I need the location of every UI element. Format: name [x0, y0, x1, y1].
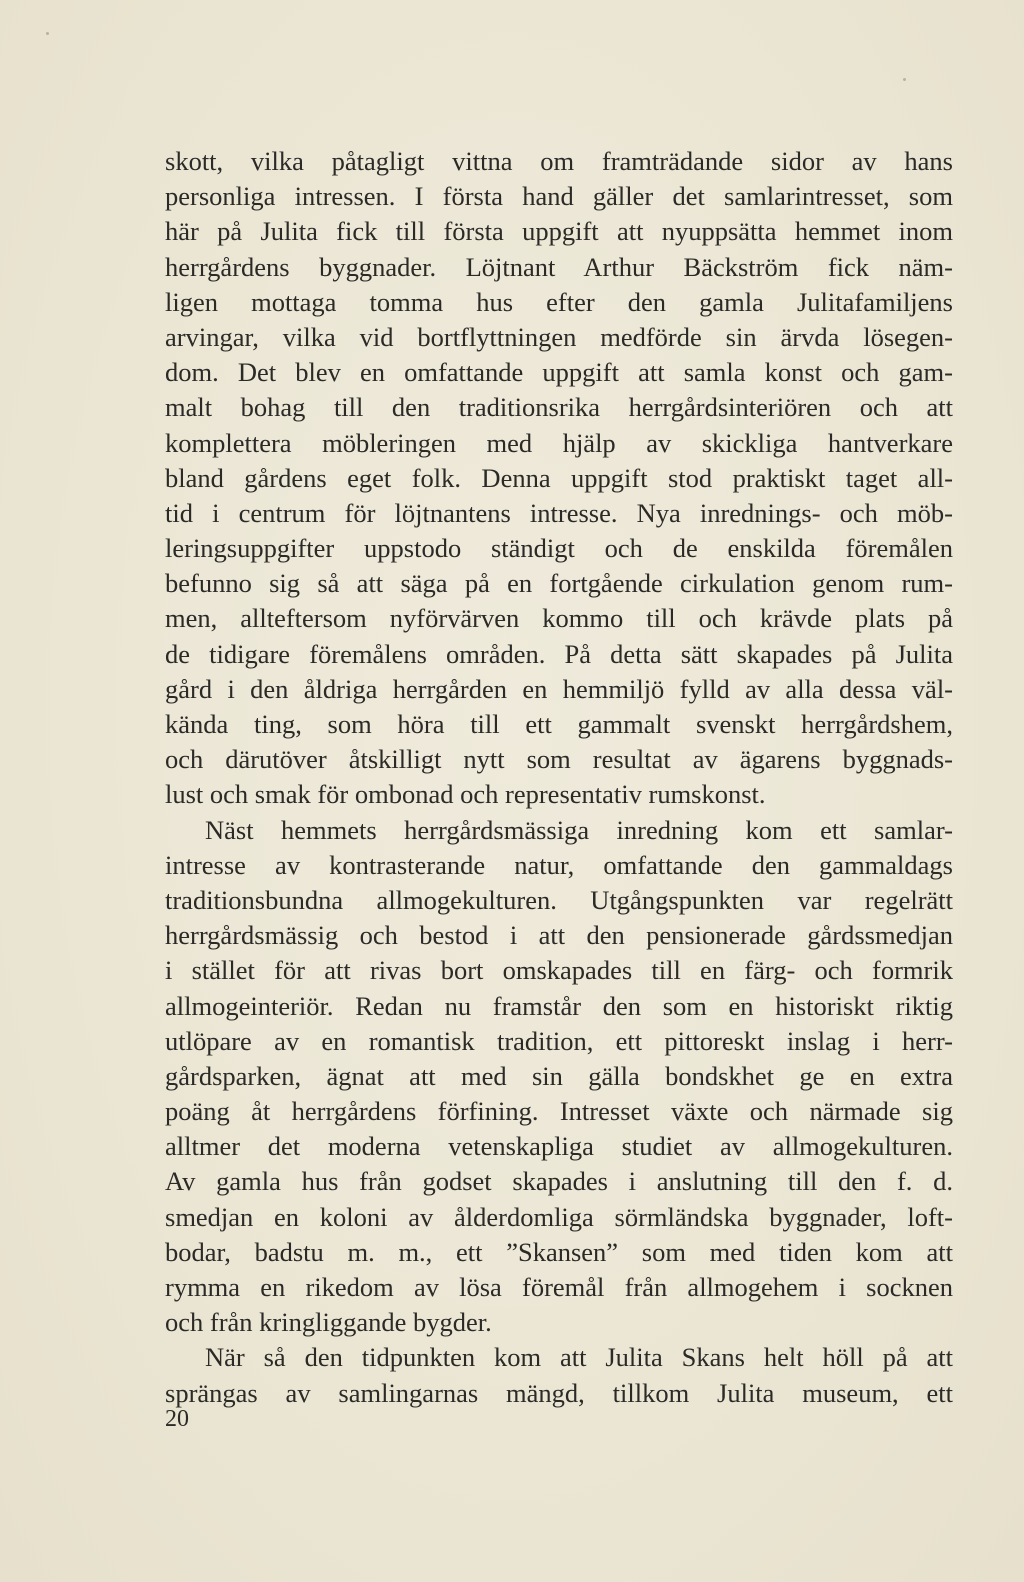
- text-line: intresse av kontrasterande natur, omfattande den gammaldags: [165, 849, 953, 880]
- paragraph: [165, 1340, 953, 1410]
- text-line: här på Julita fick till första uppgift att nyuppsätta hemmet inom: [165, 216, 953, 247]
- text-line: i stället för att rivas bort omskapades till en färg- och formrik: [165, 955, 953, 986]
- text-line: komplettera möbleringen med hjälp av skickliga hantverkare: [165, 427, 953, 458]
- paragraph: [165, 813, 953, 1341]
- text-line: När så den tidpunkten kom att Julita Skans helt höll på att: [205, 1342, 953, 1373]
- text-line: personliga intressen. I första hand gäller det samlarintresset, som: [165, 181, 953, 212]
- text-line: skott, vilka påtagligt vittna om framträdande sidor av hans: [165, 146, 953, 176]
- text-line: gård i den åldriga herrgården en hemmiljö fylld av alla dessa väl-: [165, 673, 953, 704]
- text-line: tid i centrum för löjtnantens intresse. Nya inrednings- och möb-: [165, 497, 953, 528]
- paper-speck: [46, 32, 49, 35]
- text-line: arvingar, vilka vid bortflyttningen medförde sin ärvda lösegen-: [165, 321, 953, 352]
- text-line: och från kringliggande bygder.: [165, 1307, 492, 1338]
- text-line: men, allteftersom nyförvärven kommo till och krävde plats på: [165, 603, 953, 634]
- page-number: 20: [165, 1406, 189, 1432]
- text-line: malt bohag till den traditionsrika herrgårdsinteriören och att: [165, 392, 953, 423]
- text-line: smedjan en koloni av ålderdomliga sörmländska byggnader, loft-: [165, 1201, 953, 1232]
- text-line: och därutöver åtskilligt nytt som resultat av ägarens byggnads-: [165, 744, 953, 775]
- text-line: allmogeinteriör. Redan nu framstår den som en historiskt riktig: [165, 990, 953, 1021]
- text-line: gårdsparken, ägnat att med sin gälla bondskhet ge en extra: [165, 1060, 953, 1091]
- text-line: leringsuppgifter uppstodo ständigt och de enskilda föremålen: [165, 533, 953, 564]
- text-line: herrgårdsmässig och bestod i att den pensionerade gårdssmedjan: [165, 920, 953, 951]
- text-line: ligen mottaga tomma hus efter den gamla Julitafamiljens: [165, 286, 953, 317]
- text-line: herrgårdens byggnader. Löjtnant Arthur Bäckström fick näm-: [165, 251, 953, 282]
- text-line: kända ting, som höra till ett gammalt svenskt herrgårdshem,: [165, 709, 953, 739]
- text-line: sprängas av samlingarnas mängd, tillkom Julita museum, ett: [165, 1377, 953, 1408]
- text-line: befunno sig så att säga på en fortgående cirkulation genom rum-: [165, 568, 953, 599]
- text-line: rymma en rikedom av lösa föremål från allmogehem i socknen: [165, 1272, 953, 1302]
- paper-speck: [903, 78, 906, 81]
- text-line: Av gamla hus från godset skapades i anslutning till den f. d.: [165, 1166, 953, 1197]
- text-line: de tidigare föremålens områden. På detta sätt skapades på Julita: [165, 638, 953, 669]
- text-line: alltmer det moderna vetenskapliga studiet av allmogekulturen.: [165, 1131, 953, 1162]
- text-line: bland gårdens eget folk. Denna uppgift stod praktiskt taget all-: [165, 462, 953, 493]
- text-line: Näst hemmets herrgårdsmässiga inredning kom ett samlar-: [205, 814, 953, 845]
- text-line: bodar, badstu m. m., ett ”Skansen” som med tiden kom att: [165, 1236, 953, 1267]
- text-line: lust och smak för ombonad och representativ rumskonst.: [165, 779, 766, 810]
- text-line: poäng åt herrgårdens förfining. Intresset växte och närmade sig: [165, 1096, 953, 1127]
- paragraph: [165, 144, 953, 813]
- text-line: dom. Det blev en omfattande uppgift att samla konst och gam-: [165, 357, 953, 388]
- body-text: [165, 144, 953, 1411]
- text-line: utlöpare av en romantisk tradition, ett pittoreskt inslag i herr-: [165, 1025, 953, 1056]
- text-line: traditionsbundna allmogekulturen. Utgångspunkten var regelrätt: [165, 884, 953, 915]
